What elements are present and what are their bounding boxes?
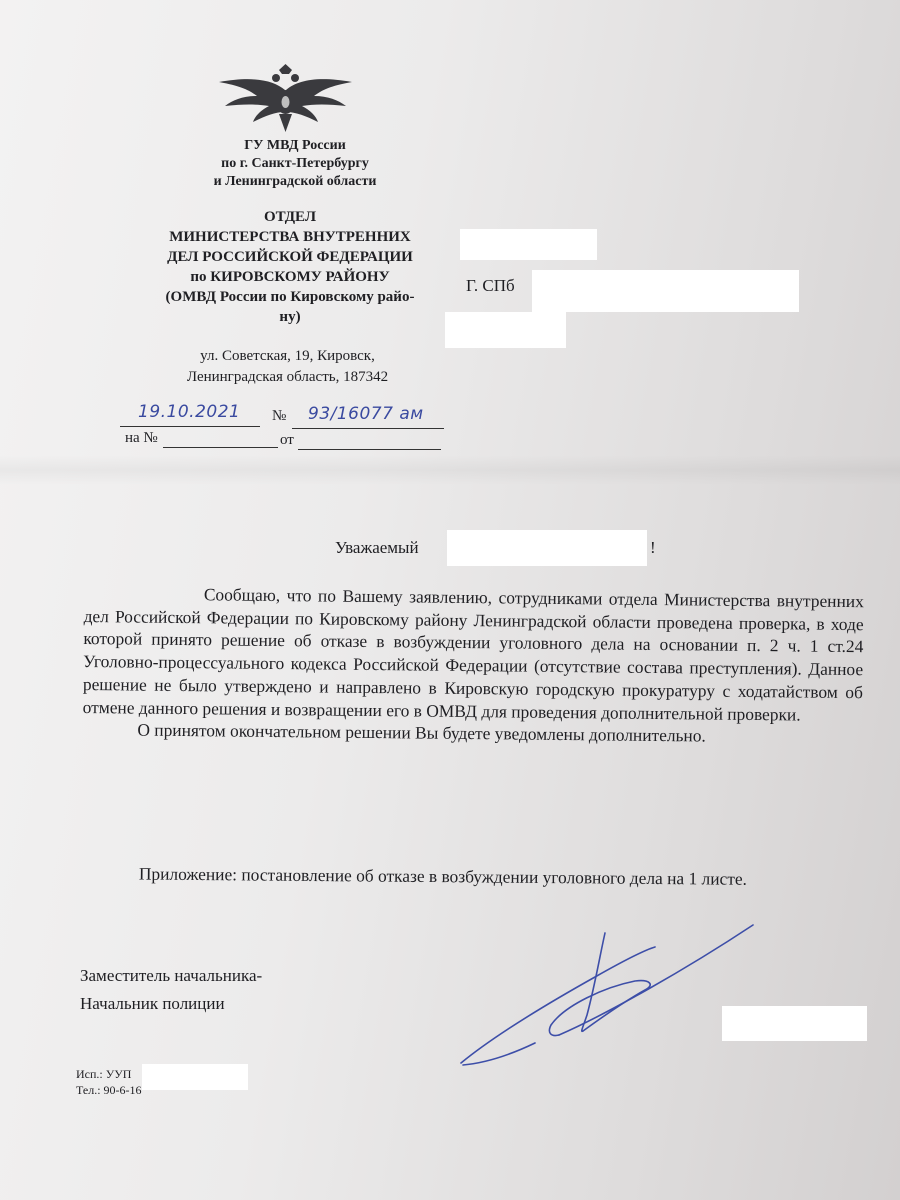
- redacted-recipient-name: [460, 229, 597, 260]
- handwritten-number: 93/16077 ам: [308, 404, 424, 424]
- body-paragraph: О принятом окончательном решении Вы будете уведомлены дополнительно.: [137, 719, 706, 746]
- double-headed-eagle-emblem: [213, 62, 358, 134]
- from-underline: [298, 449, 441, 450]
- ministry-line: по г. Санкт-Петербургу: [221, 156, 369, 171]
- ref-label: на №: [125, 430, 158, 446]
- ref-underline: [163, 447, 278, 448]
- handwritten-date: 19.10.2021: [138, 402, 241, 422]
- number-label: №: [272, 408, 287, 424]
- department-line: по КИРОВСКОМУ РАЙОНУ: [190, 269, 390, 285]
- handwritten-signature: [455, 915, 755, 1075]
- department-line: ОТДЕЛ: [263, 209, 317, 225]
- letter-body: [82, 582, 864, 749]
- department-line: ну): [279, 309, 301, 325]
- from-label: от: [280, 432, 294, 448]
- redacted-addressee-name: [447, 530, 647, 566]
- redacted-recipient-address-2: [445, 312, 566, 348]
- recipient-city: Г. СПб: [466, 276, 515, 295]
- signatory-title: [80, 962, 262, 1018]
- date-underline: [120, 426, 260, 427]
- address-line: ул. Советская, 19, Кировск,: [200, 348, 375, 364]
- redacted-recipient-address: [532, 270, 799, 312]
- redacted-executor-name: [142, 1064, 248, 1090]
- greeting-exclamation: !: [650, 538, 656, 557]
- department-line: МИНИСТЕРСТВА ВНУТРЕННИХ: [169, 229, 411, 245]
- executor-phone: Тел.: 90-6-16: [76, 1083, 142, 1097]
- executor-info: [76, 1066, 142, 1098]
- department-header: [130, 207, 450, 327]
- department-line: ДЕЛ РОССИЙСКОЙ ФЕДЕРАЦИИ: [167, 249, 413, 265]
- signatory-line: Заместитель начальника-: [80, 966, 263, 985]
- redacted-signatory-name: [722, 1006, 867, 1041]
- department-line: (ОМВД России по Кировскому райо-: [165, 289, 415, 305]
- signatory-line: Начальник полиции: [80, 994, 225, 1013]
- department-address: [140, 346, 435, 388]
- greeting: Уважаемый: [335, 538, 419, 557]
- ministry-header: [140, 137, 450, 191]
- ministry-line: ГУ МВД России: [244, 138, 346, 153]
- ministry-line: и Ленинградской области: [213, 174, 377, 189]
- attachment-note: Приложение: постановление об отказе в возбуждении уголовного дела на 1 листе.: [138, 863, 748, 889]
- executor-label: Исп.: УУП: [76, 1067, 132, 1081]
- address-line: Ленинградская область, 187342: [186, 369, 389, 385]
- number-underline: [292, 428, 444, 429]
- body-paragraph: Сообщаю, что по Вашему заявлению, сотрудниками отдела Министерства внутренних дел Российской Федерации по Кировскому району Ленинградской области проведена проверка, в ходе которой принято решение об отказе в возбуждении уголовного дела на основании п. 2 ч. 1 ст.24 Уголовно-процессуального кодекса Российской Федерации (отсутствие состава преступления). Данное решение не было утверждено и направлено в Кировскую городскую прокуратуру с ходатайством об отмене данного решения и возвращении его в ОМВД для проведения дополнительной проверки.: [82, 584, 864, 725]
